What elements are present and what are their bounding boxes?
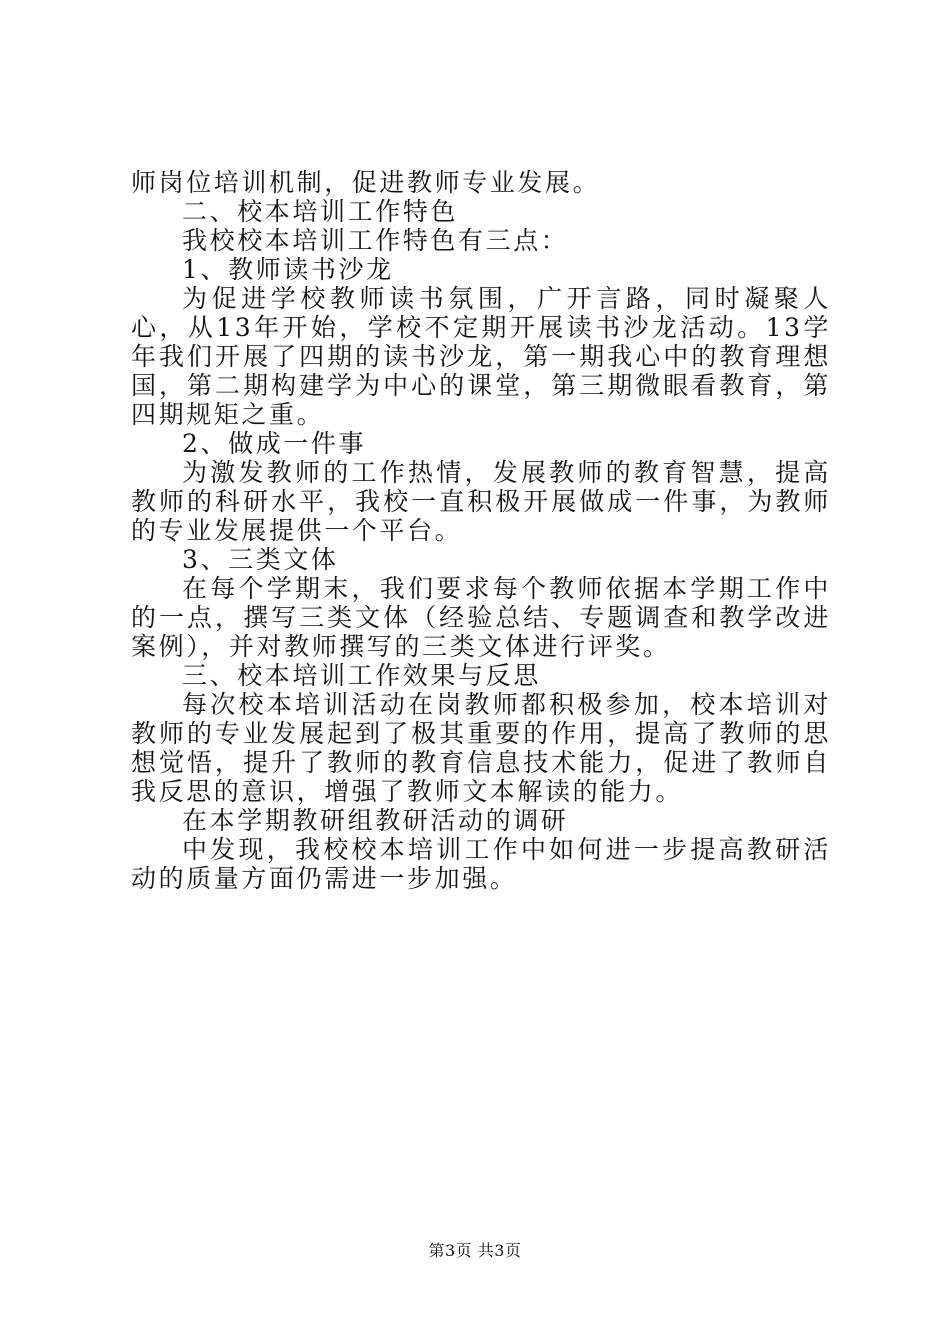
page-footer: 第3页 共3页 — [428, 1241, 522, 1260]
paragraph: 在每个学期末，我们要求每个教师依据本学期工作中的一点，撰写三类文体（经验总结、专题调查和教学改进案例），并对教师撰写的三类文体进行评奖。 — [131, 574, 831, 661]
paragraph: 为促进学校教师读书氛围，广开言路，同时凝聚人心，从13年开始，学校不定期开展读书沙龙活动。13学年我们开展了四期的读书沙龙，第一期我心中的教育理想国，第二期构建学为中心的课堂，第三期微眼看教育，第四期规矩之重。 — [131, 284, 831, 429]
section-heading: 二、校本培训工作特色 — [182, 197, 459, 226]
document-body — [131, 168, 831, 893]
paragraph: 在本学期教研组教研活动的调研 — [182, 806, 569, 835]
paragraph: 我校校本培训工作特色有三点： — [182, 226, 569, 255]
subheading: 3、三类文体 — [182, 545, 339, 574]
paragraph: 中发现，我校校本培训工作中如何进一步提高教研活动的质量方面仍需进一步加强。 — [131, 835, 831, 893]
paragraph: 师岗位培训机制，促进教师专业发展。 — [131, 168, 601, 197]
paragraph: 每次校本培训活动在岗教师都积极参加，校本培训对教师的专业发展起到了极其重要的作用，提高了教师的思想觉悟，提升了教师的教育信息技术能力，促进了教师自我反思的意识，增强了教师文本解读的能力。 — [131, 690, 831, 806]
section-heading: 三、校本培训工作效果与反思 — [182, 661, 541, 690]
paragraph: 为激发教师的工作热情，发展教师的教育智慧，提高教师的科研水平，我校一直积极开展做成一件事，为教师的专业发展提供一个平台。 — [131, 458, 831, 545]
subheading: 1、教师读书沙龙 — [182, 255, 394, 284]
subheading: 2、做成一件事 — [182, 429, 367, 458]
